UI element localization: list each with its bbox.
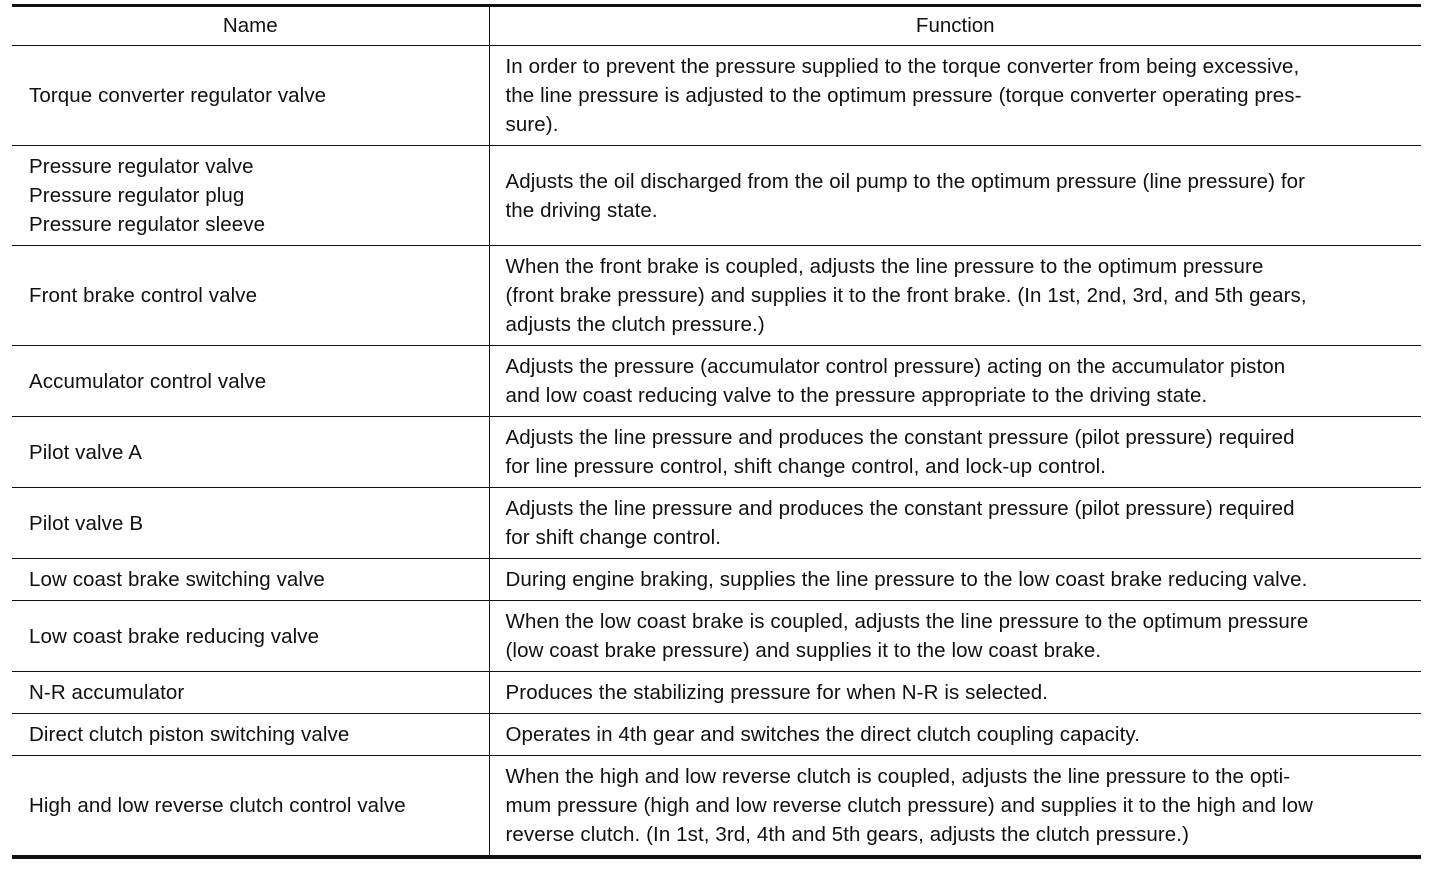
valve-function-line: Adjusts the line pressure and produces the constant pressure (pilot pressure) required [505,426,1295,449]
valve-name-line: N-R accumulator [29,681,185,704]
valve-name-cell [12,146,489,246]
valve-name-cell [12,417,489,488]
valve-name-line: Pilot valve A [29,440,142,464]
valve-function-line: Adjusts the line pressure and produces the constant pressure (pilot pressure) required [505,497,1295,520]
valve-name-line: Pilot valve B [29,511,144,535]
valve-function-line: and low coast reducing valve to the pressure appropriate to the driving state. [505,384,1208,407]
valve-name-cell [12,756,489,858]
valve-name-cell [12,601,489,672]
valve-function-line: adjusts the clutch pressure.) [505,313,765,336]
valve-function-line: Adjusts the pressure (accumulator control pressure) acting on the accumulator piston [505,355,1286,378]
valve-name-cell [12,559,489,601]
valve-function-line: Operates in 4th gear and switches the direct clutch coupling capacity. [505,723,1140,746]
valve-function-line: During engine braking, supplies the line pressure to the low coast brake reducing valve. [505,568,1308,591]
valve-function-line: When the high and low reverse clutch is coupled, adjusts the line pressure to the opti- [505,765,1291,788]
valve-name-line: Pressure regulator sleeve [29,213,266,236]
column-header-name: Name [222,14,278,37]
valve-function-cell [489,672,1421,714]
valve-function-cell [489,559,1421,601]
table-row [12,417,1421,488]
valve-function-cell [489,714,1421,756]
valve-name-cell [12,46,489,146]
valve-function-line: sure). [505,113,559,136]
valve-function-cell [489,417,1421,488]
valve-name-line: Low coast brake switching valve [29,568,325,591]
valve-name-cell [12,672,489,714]
table-row [12,246,1421,346]
valve-name-line: Front brake control valve [29,284,258,307]
table-row [12,672,1421,714]
valve-name-line: Low coast brake reducing valve [29,624,320,648]
valve-function-line: mum pressure (high and low reverse clutch pressure) and supplies it to the high and low [505,794,1313,817]
valve-function-cell [489,146,1421,246]
valve-function-line: When the front brake is coupled, adjusts the line pressure to the optimum pressure [505,255,1264,278]
column-header-function: Function [489,6,1421,46]
valve-name-cell [12,246,489,346]
valve-function-cell [489,46,1421,146]
valve-function-line: (low coast brake pressure) and supplies it to the low coast brake. [505,639,1102,662]
table-header [12,6,1421,46]
valve-name-line: High and low reverse clutch control valve [29,794,406,817]
valve-name-line: Pressure regulator valve [29,155,254,178]
valve-function-line: for line pressure control, shift change control, and lock-up control. [505,455,1107,478]
valve-name-line: Accumulator control valve [29,369,267,393]
table-body [12,46,1421,858]
valve-function-line: When the low coast brake is coupled, adjusts the line pressure to the optimum pressure [505,610,1309,633]
valve-function-cell [489,488,1421,559]
table-row [12,559,1421,601]
table-row [12,714,1421,756]
valve-function-cell [489,756,1421,858]
table-row [12,601,1421,672]
valve-function-line: (front brake pressure) and supplies it to the front brake. (In 1st, 2nd, 3rd, and 5th gears, [505,284,1307,307]
header-row [12,6,1421,46]
valve-function-line: the line pressure is adjusted to the optimum pressure (torque converter operating pres- [505,84,1302,107]
valve-function-cell [489,246,1421,346]
valve-name-cell [12,714,489,756]
valve-name-cell [12,488,489,559]
valve-function-line: Adjusts the oil discharged from the oil pump to the optimum pressure (line pressure) for [505,169,1306,193]
valve-function-line: Produces the stabilizing pressure for when N-R is selected. [505,681,1049,704]
valve-function-cell [489,601,1421,672]
valve-function-cell [489,346,1421,417]
valve-function-line: reverse clutch. (In 1st, 3rd, 4th and 5th gears, adjusts the clutch pressure.) [505,823,1189,846]
valve-name-cell [12,346,489,417]
table-row [12,346,1421,417]
table-row [12,46,1421,146]
table-row [12,756,1421,858]
valve-function-line: In order to prevent the pressure supplied to the torque converter from being excessive, [505,55,1300,78]
valve-function-table-container [12,4,1421,859]
valve-name-line: Direct clutch piston switching valve [29,723,350,746]
valve-name-line: Pressure regulator plug [29,184,245,207]
table-row [12,488,1421,559]
table-row [12,146,1421,246]
valve-function-line: the driving state. [505,198,658,222]
valve-function-line: for shift change control. [505,526,722,549]
valve-name-line: Torque converter regulator valve [29,84,327,107]
valve-function-table [12,4,1421,859]
